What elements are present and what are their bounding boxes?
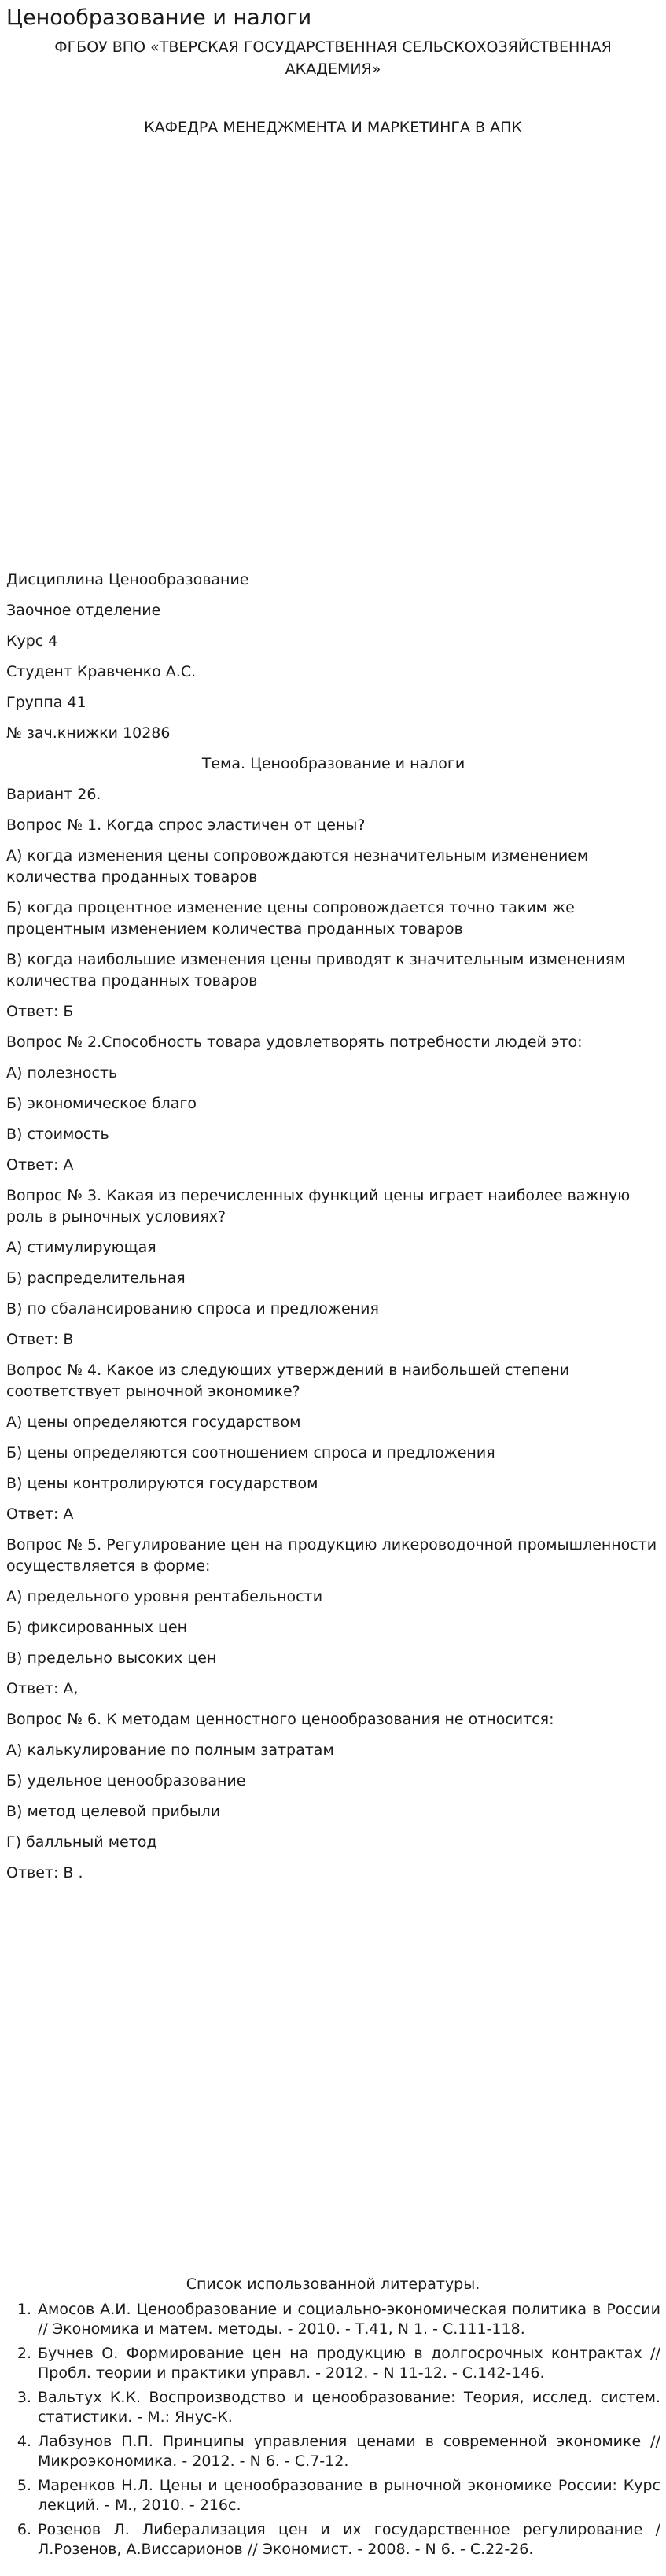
main-content	[6, 569, 660, 1893]
department-name: КАФЕДРА МЕНЕДЖМЕНТА И МАРКЕТИНГА В АПК	[144, 119, 522, 136]
topic-heading: Тема. Ценообразование и налоги	[201, 755, 465, 772]
reference-item	[6, 2476, 660, 2515]
question-2: Вопрос № 2.Способность товара удовлетворять потребности людей это:	[6, 1034, 583, 1051]
info-group: Группа 41	[6, 694, 86, 711]
question-5: Вопрос № 5. Регулирование цен на продукцию ликероводочной промышленности осуществляется в форме:	[6, 1536, 657, 1575]
question-3-option-a: А) стимулирующая	[6, 1239, 156, 1256]
question-6-option-c: В) метод целевой прибыли	[6, 1803, 221, 1820]
question-4-option-c: В) цены контролируются государством	[6, 1475, 318, 1492]
reference-text: Вальтух К.К. Воспроизводство и ценообразование: Теория, исслед. систем. статистики. - М.: Янус-К.	[38, 2389, 660, 2426]
info-department: Заочное отделение	[6, 602, 161, 619]
reference-number: 2.	[17, 2345, 31, 2362]
question-3: Вопрос № 3. Какая из перечисленных функций цены играет наиболее важную роль в рыночных условиях?	[6, 1187, 631, 1225]
question-2-option-c: В) стоимость	[6, 1126, 109, 1143]
info-student: Студент Кравченко А.С.	[6, 663, 197, 680]
question-5-option-b: Б) фиксированных цен	[6, 1619, 188, 1636]
reference-item	[6, 2344, 660, 2383]
question-2-option-a: А) полезность	[6, 1064, 118, 1082]
reference-number: 5.	[17, 2477, 31, 2494]
reference-text: Розенов Л. Либерализация цен и их государственное регулирование / Л.Розенов, А.Виссарионов // Экономист. - 2008. - N 6. - С.22-26.	[38, 2521, 660, 2558]
question-2-option-b: Б) экономическое благо	[6, 1095, 197, 1112]
organization-name: ФГБОУ ВПО «ТВЕРСКАЯ ГОСУДАРСТВЕННАЯ СЕЛЬСКОХОЗЯЙСТВЕННАЯ АКАДЕМИЯ»	[54, 39, 612, 78]
question-1-answer: Ответ: Б	[6, 1003, 74, 1020]
page-title: Ценообразование и налоги	[6, 6, 312, 30]
question-1-option-b: Б) когда процентное изменение цены сопровождается точно таким же процентным изменением количества проданных товаров	[6, 899, 575, 938]
question-1-option-a: А) когда изменения цены сопровождаются незначительным изменением количества проданных товаров	[6, 847, 589, 886]
variant: Вариант 26.	[6, 786, 101, 803]
question-5-option-a: А) предельного уровня рентабельности	[6, 1588, 323, 1605]
question-6-option-b: Б) удельное ценообразование	[6, 1772, 246, 1789]
question-6-answer: Ответ: В .	[6, 1864, 83, 1881]
question-3-option-b: Б) распределительная	[6, 1270, 186, 1287]
question-4-option-a: А) цены определяются государством	[6, 1413, 301, 1431]
question-3-option-c: В) по сбалансированию спроса и предложения	[6, 1300, 379, 1317]
question-5-answer: Ответ: А,	[6, 1680, 79, 1697]
question-3-answer: Ответ: В	[6, 1331, 74, 1348]
references-list	[6, 2300, 660, 2564]
reference-text: Маренков Н.Л. Цены и ценообразование в рыночной экономике России: Курс лекций. - М., 2010. - 216с.	[38, 2477, 660, 2514]
reference-item	[6, 2388, 660, 2427]
question-6-option-a: А) калькулирование по полным затратам	[6, 1741, 334, 1759]
info-course: Курс 4	[6, 632, 58, 650]
reference-item	[6, 2300, 660, 2339]
question-2-answer: Ответ: А	[6, 1156, 74, 1174]
reference-text: Бучнев О. Формирование цен на продукцию в долгосрочных контрактах // Пробл. теории и практики управл. - 2012. - N 11-12. - С.142-146.	[38, 2345, 660, 2382]
references-heading: Список использованной литературы.	[186, 2276, 480, 2293]
question-5-option-c: В) предельно высоких цен	[6, 1649, 217, 1667]
info-record-book: № зач.книжки 10286	[6, 724, 171, 742]
reference-item	[6, 2432, 660, 2471]
info-discipline: Дисциплина Ценообразование	[6, 571, 249, 588]
reference-number: 1.	[17, 2301, 31, 2318]
reference-number: 6.	[17, 2521, 31, 2538]
question-6-option-d: Г) балльный метод	[6, 1833, 157, 1851]
question-6: Вопрос № 6. К методам ценностного ценообразования не относится:	[6, 1711, 554, 1728]
question-4-answer: Ответ: А	[6, 1505, 74, 1523]
reference-text: Лабзунов П.П. Принципы управления ценами в современной экономике // Микроэкономика. - 2012. - N 6. - С.7-12.	[38, 2433, 660, 2470]
question-4: Вопрос № 4. Какое из следующих утверждений в наибольшей степени соответствует рыночной экономике?	[6, 1362, 570, 1400]
question-4-option-b: Б) цены определяются соотношением спроса и предложения	[6, 1444, 495, 1461]
reference-number: 4.	[17, 2433, 31, 2450]
question-1: Вопрос № 1. Когда спрос эластичен от цены?	[6, 816, 366, 834]
question-1-option-c: В) когда наибольшие изменения цены приводят к значительным изменениям количества проданных товаров	[6, 951, 626, 989]
reference-number: 3.	[17, 2389, 31, 2406]
reference-text: Амосов А.И. Ценообразование и социально-экономическая политика в России // Экономика и матем. методы. - 2010. - Т.41, N 1. - С.111-118.	[38, 2301, 660, 2338]
reference-item	[6, 2520, 660, 2559]
